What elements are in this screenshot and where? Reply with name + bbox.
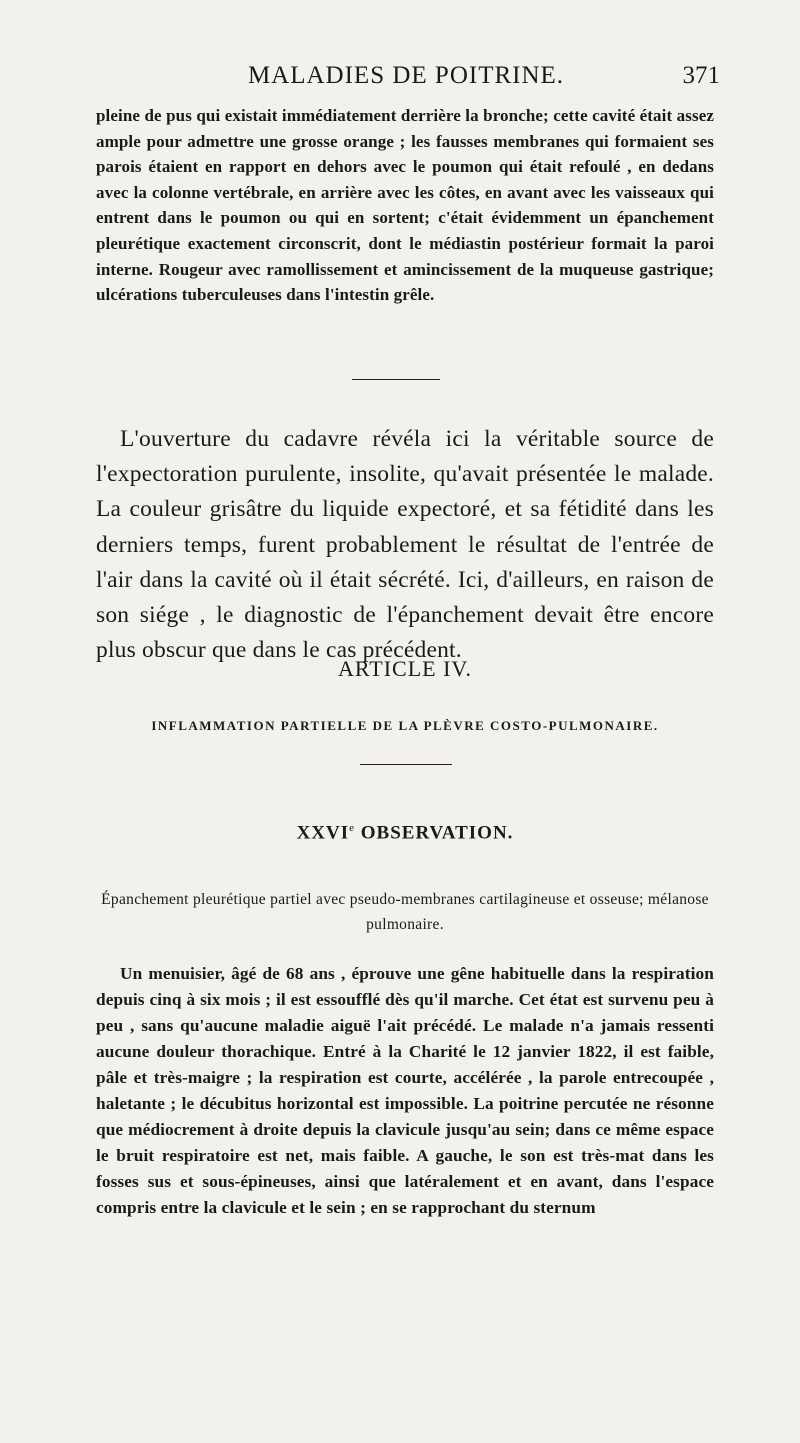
observation-number: XXVI xyxy=(296,822,350,844)
page-number: 371 xyxy=(682,62,720,89)
article-heading: ARTICLE IV. xyxy=(338,656,472,681)
section-divider-1 xyxy=(352,379,440,380)
observation-heading xyxy=(96,822,714,844)
autopsy-continuation-paragraph: pleine de pus qui existait immédiatement derrière la bronche; cette cavité était assez ample pour admettre une grosse orange ; les fausses membranes qui formaient ses parois étaient en rapport en dehors avec le poumon qui était refoulé , en dedans avec la colonne vertébrale, en arrière avec les côtes, en avant avec les vaisseaux qui entrent dans le poumon ou qui en sortent; c'était évidemment un épanchement pleurétique exactement circonscrit, dont le médiastin postérieur formait la paroi interne. Rougeur avec ramollissement et amincissement de la muqueuse gastrique; ulcérations tuberculeuses dans l'intestin grêle. xyxy=(96,106,714,305)
observation-paragraph: Un menuisier, âgé de 68 ans , éprouve une gêne habituelle dans la respiration depuis cinq à six mois ; il est essoufflé dès qu'il marche. Cet état est survenu peu à peu , sans qu'aucune maladie aiguë l'ait précédé. Le malade n'a jamais ressenti aucune douleur thorachique. Entré à la Charité le 12 janvier 1822, il est faible, pâle et très-maigre ; la respiration est courte, accélérée , la parole entrecoupée , haletante ; le décubitus horizontal est impossible. La poitrine percutée ne résonne que médiocrement à droite depuis la clavicule jusqu'au sein; dans ce même espace le bruit respiratoire est net, mais faible. A gauche, le son est très-mat dans les fosses sus et sous-épineuses, ainsi que latéralement et en avant, dans l'espace compris entre la clavicule et le sein ; en se rapprochant du sternum xyxy=(96,964,714,1217)
observation-number-suffix: e xyxy=(349,822,356,834)
commentary-paragraph: L'ouverture du cadavre révéla ici la véritable source de l'expectoration purulente, insolite, qu'avait présentée le malade. La couleur grisâtre du liquide expectoré, et sa fétidité dans les derniers temps, furent probablement le résultat de l'entrée de l'air dans la cavité où il était sécrété. Ici, d'ailleurs, en raison de son siége , le diagnostic de l'épanchement devait être encore plus obscur que dans le cas précédent. xyxy=(96,426,714,664)
article-subheading: INFLAMMATION PARTIELLE DE LA PLÈVRE COSTO-PULMONAIRE. xyxy=(151,718,659,733)
section-divider-2 xyxy=(360,764,452,765)
running-head xyxy=(92,62,720,102)
observation-summary: Épanchement pleurétique partiel avec pseudo-membranes cartilagineuse et osseuse; mélanose pulmonaire. xyxy=(101,891,709,933)
running-title: MALADIES DE POITRINE. xyxy=(247,62,565,89)
observation-label: OBSERVATION. xyxy=(360,822,514,844)
